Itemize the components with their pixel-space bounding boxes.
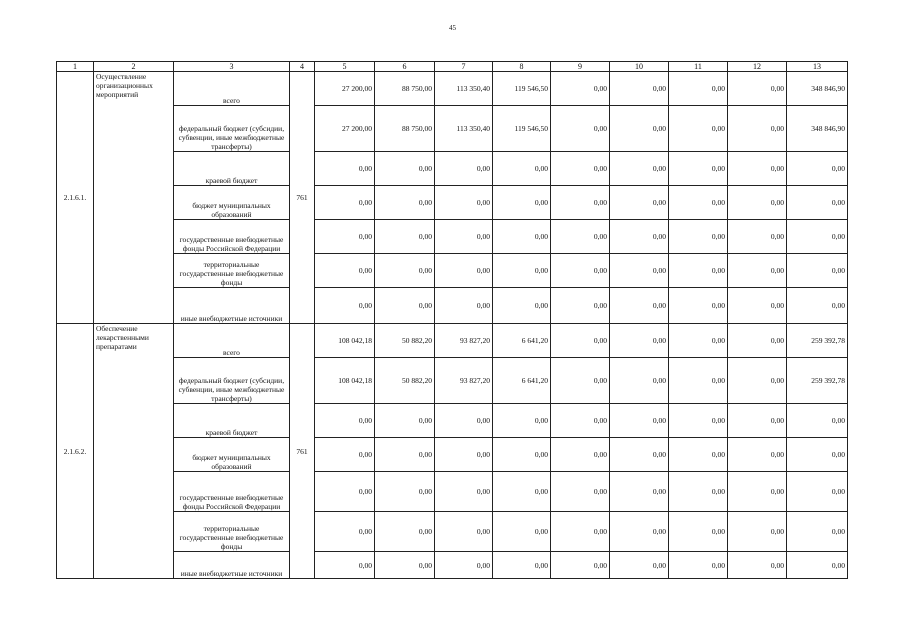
admin-code: 761 [290, 72, 315, 324]
amount-cell: 0,00 [610, 512, 669, 552]
column-number: 13 [787, 62, 848, 72]
amount-cell: 0,00 [787, 254, 848, 288]
amount-cell: 113 350,40 [435, 72, 493, 106]
amount-cell: 0,00 [375, 288, 435, 324]
amount-cell: 0,00 [551, 152, 610, 186]
amount-cell: 0,00 [669, 552, 728, 579]
amount-cell: 0,00 [435, 552, 493, 579]
amount-cell: 0,00 [551, 438, 610, 472]
amount-cell: 0,00 [435, 254, 493, 288]
amount-cell: 0,00 [375, 186, 435, 220]
amount-cell: 0,00 [435, 512, 493, 552]
amount-cell: 0,00 [315, 186, 375, 220]
amount-cell: 348 846,90 [787, 106, 848, 152]
column-number: 4 [290, 62, 315, 72]
funding-source: краевой бюджет [174, 152, 290, 186]
amount-cell: 0,00 [315, 152, 375, 186]
funding-source: федеральный бюджет (субсидии, субвенции, иные межбюджетные трансферты) [174, 106, 290, 152]
funding-source: территориальные государственные внебюджетные фонды [174, 512, 290, 552]
admin-code: 761 [290, 324, 315, 579]
amount-cell: 0,00 [375, 404, 435, 438]
amount-cell: 0,00 [493, 438, 551, 472]
amount-cell: 0,00 [610, 472, 669, 512]
amount-cell: 0,00 [610, 404, 669, 438]
amount-cell: 0,00 [551, 288, 610, 324]
amount-cell: 0,00 [375, 438, 435, 472]
table-row [57, 152, 848, 186]
amount-cell: 0,00 [669, 358, 728, 404]
amount-cell: 0,00 [493, 512, 551, 552]
amount-cell: 93 827,20 [435, 324, 493, 358]
amount-cell: 0,00 [551, 358, 610, 404]
amount-cell: 0,00 [493, 152, 551, 186]
amount-cell: 0,00 [493, 220, 551, 254]
table-row [57, 72, 848, 106]
amount-cell: 0,00 [315, 512, 375, 552]
amount-cell: 0,00 [375, 254, 435, 288]
amount-cell: 0,00 [787, 288, 848, 324]
amount-cell: 0,00 [610, 106, 669, 152]
table-row [57, 288, 848, 324]
amount-cell: 0,00 [669, 288, 728, 324]
amount-cell: 0,00 [669, 438, 728, 472]
amount-cell: 0,00 [493, 288, 551, 324]
amount-cell: 0,00 [728, 472, 787, 512]
amount-cell: 119 546,50 [493, 106, 551, 152]
amount-cell: 0,00 [610, 186, 669, 220]
amount-cell: 0,00 [493, 404, 551, 438]
amount-cell: 0,00 [551, 552, 610, 579]
amount-cell: 0,00 [728, 186, 787, 220]
funding-source: всего [174, 324, 290, 358]
table-row [57, 186, 848, 220]
amount-cell: 0,00 [787, 404, 848, 438]
column-number: 5 [315, 62, 375, 72]
item-code: 2.1.6.1. [57, 72, 94, 324]
amount-cell: 0,00 [551, 186, 610, 220]
amount-cell: 0,00 [610, 324, 669, 358]
table-row [57, 254, 848, 288]
amount-cell: 0,00 [315, 220, 375, 254]
column-number: 6 [375, 62, 435, 72]
amount-cell: 50 882,20 [375, 358, 435, 404]
amount-cell: 0,00 [315, 254, 375, 288]
amount-cell: 108 042,18 [315, 324, 375, 358]
amount-cell: 0,00 [375, 220, 435, 254]
amount-cell: 0,00 [435, 152, 493, 186]
amount-cell: 0,00 [375, 552, 435, 579]
amount-cell: 0,00 [669, 220, 728, 254]
amount-cell: 0,00 [728, 438, 787, 472]
amount-cell: 0,00 [551, 220, 610, 254]
amount-cell: 119 546,50 [493, 72, 551, 106]
column-number: 8 [493, 62, 551, 72]
funding-source: территориальные государственные внебюджетные фонды [174, 254, 290, 288]
amount-cell: 0,00 [610, 438, 669, 472]
budget-table [56, 61, 848, 579]
amount-cell: 0,00 [728, 552, 787, 579]
amount-cell: 0,00 [551, 324, 610, 358]
amount-cell: 0,00 [728, 512, 787, 552]
amount-cell: 0,00 [610, 152, 669, 186]
amount-cell: 0,00 [375, 472, 435, 512]
amount-cell: 0,00 [787, 512, 848, 552]
amount-cell: 0,00 [435, 438, 493, 472]
item-name: Осуществление организационных мероприятий [94, 72, 174, 324]
item-name: Обеспечение лекарственными препаратами [94, 324, 174, 579]
funding-source: государственные внебюджетные фонды Российской Федерации [174, 472, 290, 512]
table-row [57, 324, 848, 358]
amount-cell: 0,00 [551, 472, 610, 512]
amount-cell: 0,00 [728, 72, 787, 106]
column-number: 12 [728, 62, 787, 72]
amount-cell: 0,00 [493, 472, 551, 512]
funding-source: краевой бюджет [174, 404, 290, 438]
amount-cell: 0,00 [728, 324, 787, 358]
amount-cell: 113 350,40 [435, 106, 493, 152]
amount-cell: 0,00 [375, 512, 435, 552]
column-number: 2 [94, 62, 174, 72]
amount-cell: 0,00 [551, 106, 610, 152]
amount-cell: 27 200,00 [315, 72, 375, 106]
amount-cell: 0,00 [610, 254, 669, 288]
amount-cell: 50 882,20 [375, 324, 435, 358]
amount-cell: 0,00 [610, 288, 669, 324]
column-number: 9 [551, 62, 610, 72]
funding-source: федеральный бюджет (субсидии, субвенции, иные межбюджетные трансферты) [174, 358, 290, 404]
column-number: 11 [669, 62, 728, 72]
funding-source: бюджет муниципальных образований [174, 186, 290, 220]
amount-cell: 0,00 [315, 404, 375, 438]
funding-source: иные внебюджетные источники [174, 552, 290, 579]
amount-cell: 0,00 [669, 404, 728, 438]
amount-cell: 0,00 [787, 438, 848, 472]
page-number: 45 [449, 24, 456, 32]
amount-cell: 0,00 [669, 72, 728, 106]
amount-cell: 0,00 [551, 512, 610, 552]
amount-cell: 0,00 [669, 186, 728, 220]
amount-cell: 0,00 [610, 72, 669, 106]
column-number: 10 [610, 62, 669, 72]
amount-cell: 0,00 [315, 552, 375, 579]
amount-cell: 0,00 [787, 152, 848, 186]
funding-source: иные внебюджетные источники [174, 288, 290, 324]
amount-cell: 0,00 [669, 106, 728, 152]
amount-cell: 0,00 [669, 152, 728, 186]
amount-cell: 0,00 [728, 358, 787, 404]
amount-cell: 0,00 [728, 106, 787, 152]
table-row [57, 472, 848, 512]
amount-cell: 0,00 [669, 254, 728, 288]
item-code: 2.1.6.2. [57, 324, 94, 579]
amount-cell: 0,00 [787, 552, 848, 579]
table-row [57, 358, 848, 404]
amount-cell: 0,00 [728, 404, 787, 438]
amount-cell: 0,00 [435, 288, 493, 324]
funding-source: всего [174, 72, 290, 106]
table-row [57, 552, 848, 579]
amount-cell: 0,00 [551, 404, 610, 438]
amount-cell: 0,00 [787, 472, 848, 512]
amount-cell: 0,00 [610, 552, 669, 579]
amount-cell: 0,00 [493, 552, 551, 579]
amount-cell: 0,00 [375, 152, 435, 186]
amount-cell: 0,00 [435, 472, 493, 512]
amount-cell: 88 750,00 [375, 106, 435, 152]
amount-cell: 0,00 [669, 472, 728, 512]
table-row [57, 220, 848, 254]
amount-cell: 0,00 [728, 152, 787, 186]
amount-cell: 88 750,00 [375, 72, 435, 106]
amount-cell: 0,00 [493, 186, 551, 220]
amount-cell: 0,00 [315, 288, 375, 324]
amount-cell: 0,00 [551, 72, 610, 106]
amount-cell: 0,00 [435, 186, 493, 220]
amount-cell: 6 641,20 [493, 358, 551, 404]
amount-cell: 259 392,78 [787, 324, 848, 358]
amount-cell: 0,00 [610, 358, 669, 404]
amount-cell: 0,00 [728, 288, 787, 324]
column-number: 3 [174, 62, 290, 72]
amount-cell: 0,00 [669, 324, 728, 358]
amount-cell: 0,00 [315, 472, 375, 512]
amount-cell: 0,00 [669, 512, 728, 552]
amount-cell: 0,00 [435, 220, 493, 254]
amount-cell: 108 042,18 [315, 358, 375, 404]
amount-cell: 0,00 [315, 438, 375, 472]
amount-cell: 6 641,20 [493, 324, 551, 358]
amount-cell: 0,00 [435, 404, 493, 438]
amount-cell: 0,00 [610, 220, 669, 254]
amount-cell: 0,00 [493, 254, 551, 288]
amount-cell: 27 200,00 [315, 106, 375, 152]
amount-cell: 93 827,20 [435, 358, 493, 404]
amount-cell: 0,00 [728, 254, 787, 288]
table-row [57, 404, 848, 438]
amount-cell: 0,00 [787, 220, 848, 254]
funding-source: бюджет муниципальных образований [174, 438, 290, 472]
column-number: 7 [435, 62, 493, 72]
amount-cell: 348 846,90 [787, 72, 848, 106]
funding-source: государственные внебюджетные фонды Российской Федерации [174, 220, 290, 254]
amount-cell: 259 392,78 [787, 358, 848, 404]
amount-cell: 0,00 [551, 254, 610, 288]
amount-cell: 0,00 [787, 186, 848, 220]
table-row [57, 512, 848, 552]
table-row [57, 438, 848, 472]
column-number-row [57, 62, 848, 72]
amount-cell: 0,00 [728, 220, 787, 254]
column-number: 1 [57, 62, 94, 72]
table-row [57, 106, 848, 152]
